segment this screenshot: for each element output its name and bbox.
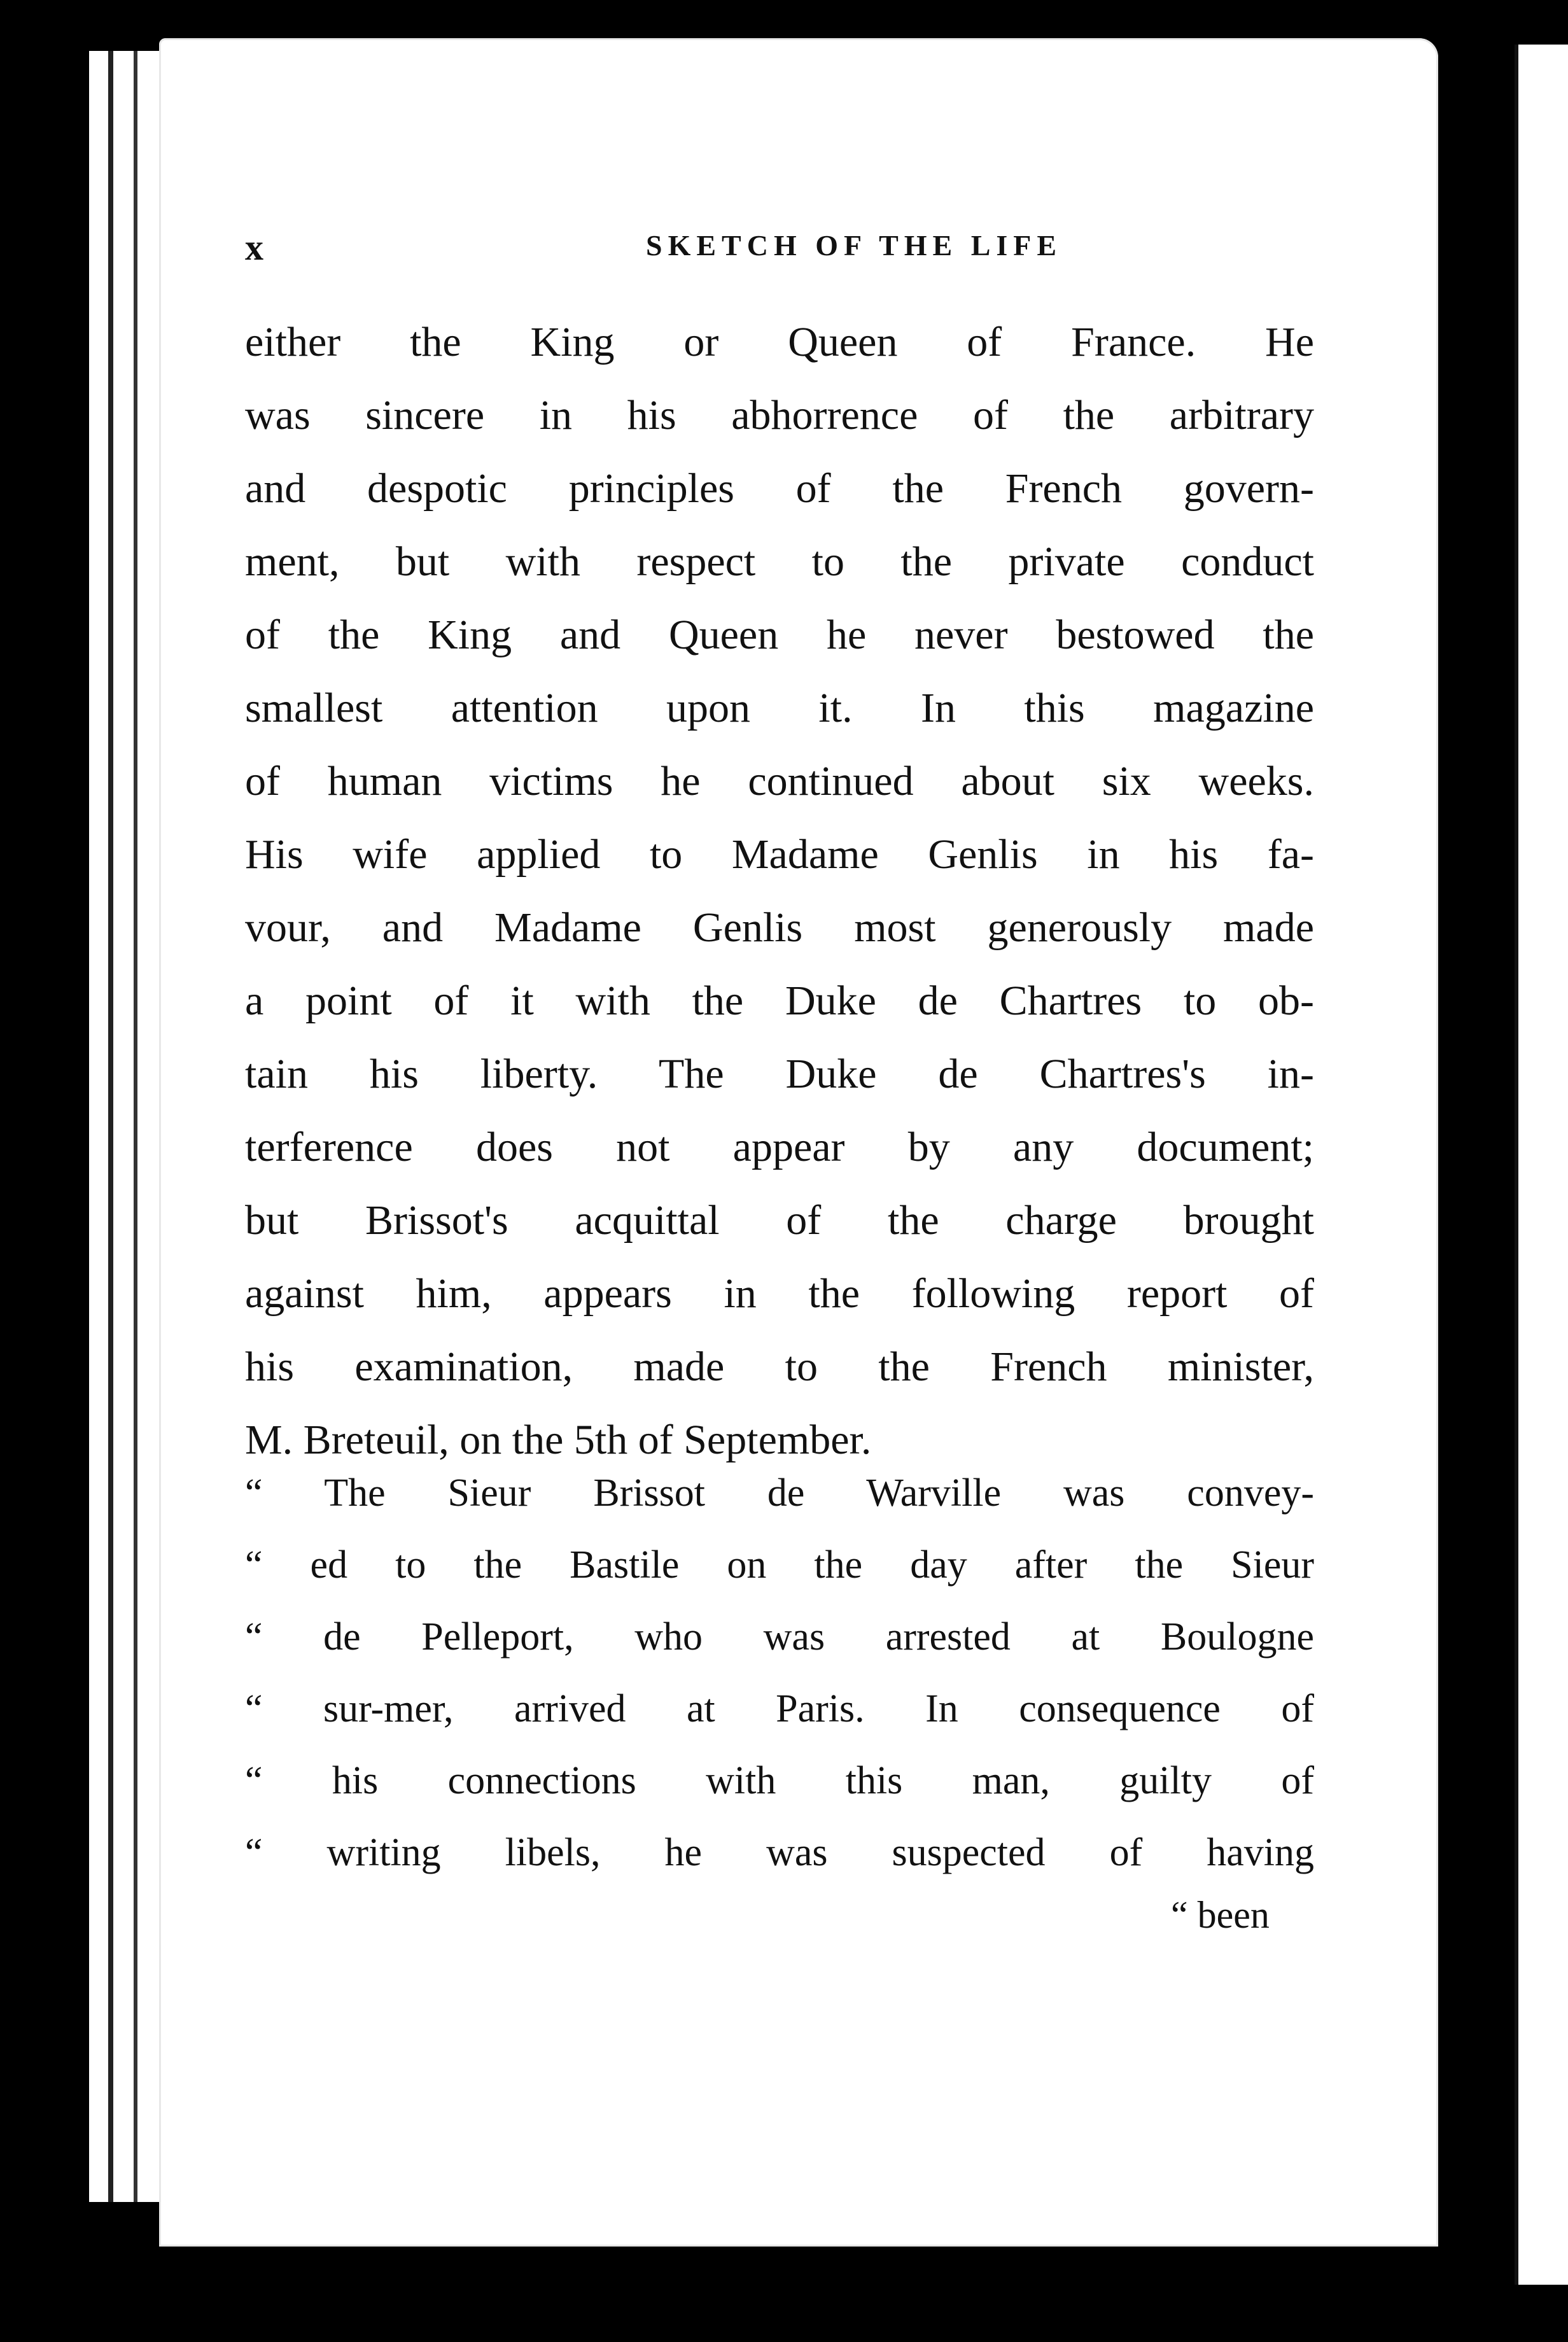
catchword: “ been: [1171, 1894, 1270, 1936]
text-line: against him, appears in the following report of: [245, 1270, 1314, 1317]
text-line: his examination, made to the French minister,: [245, 1343, 1314, 1390]
text-line: smallest attention upon it. In this magazine: [245, 685, 1314, 731]
quote-line: “ writing libels, he was suspected of having: [245, 1831, 1314, 1874]
quote-line: “ The Sieur Brissot de Warville was convey-: [245, 1471, 1314, 1515]
text-line: of the King and Queen he never bestowed the: [245, 612, 1314, 658]
text-line: was sincere in his abhorrence of the arbitrary: [245, 392, 1314, 438]
text-line: a point of it with the Duke de Chartres to ob-: [245, 978, 1314, 1024]
text-line: of human victims he continued about six weeks.: [245, 758, 1314, 804]
page-header: [245, 226, 1327, 277]
body-paragraph: [245, 305, 1314, 1476]
quote-line: “ sur-mer, arrived at Paris. In consequence of: [245, 1687, 1314, 1730]
text-line: either the King or Queen of France. He: [245, 319, 1314, 365]
quote-line: “ his connections with this man, guilty of: [245, 1759, 1314, 1802]
quote-line: “ ed to the Bastile on the day after the Sieur: [245, 1543, 1314, 1587]
page-number: x: [245, 227, 263, 268]
text-line: but Brissot's acquittal of the charge brought: [245, 1197, 1314, 1244]
text-line: ment, but with respect to the private conduct: [245, 538, 1314, 585]
quoted-report: [245, 1457, 1314, 1889]
text-line: M. Breteuil, on the 5th of September.: [245, 1417, 872, 1463]
text-line: terference does not appear by any document;: [245, 1124, 1314, 1170]
text-line: vour, and Madame Genlis most generously made: [245, 904, 1314, 951]
text-line: and despotic principles of the French govern-: [245, 465, 1314, 512]
quote-line: “ de Pelleport, who was arrested at Boulogne: [245, 1615, 1314, 1658]
running-head: SKETCH OF THE LIFE: [646, 229, 1063, 262]
text-line: tain his liberty. The Duke de Chartres's in-: [245, 1051, 1314, 1097]
text-line: His wife applied to Madame Genlis in his fa-: [245, 831, 1314, 878]
book-page-edges-left: [89, 51, 169, 2202]
next-page-edge: [1515, 45, 1568, 2285]
